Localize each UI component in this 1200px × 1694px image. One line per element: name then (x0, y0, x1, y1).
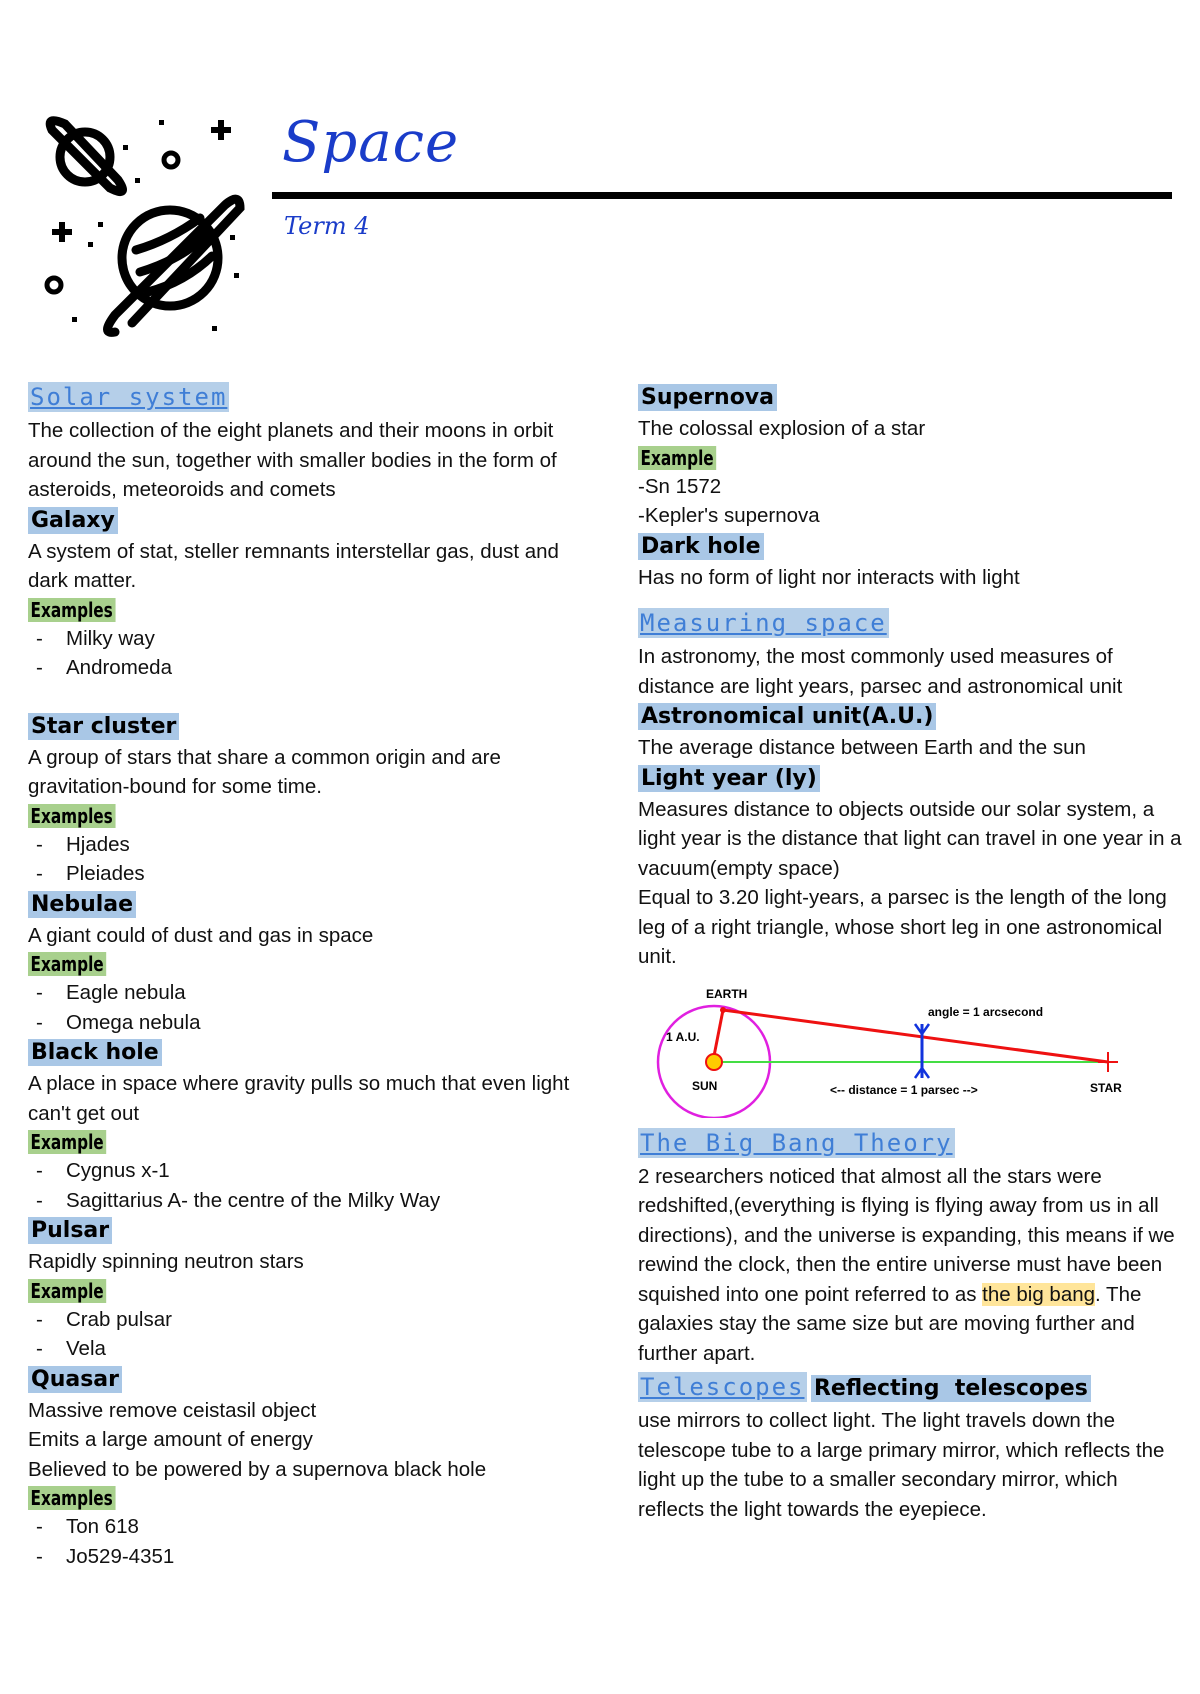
term-astronomical-unit: Astronomical unit(A.U.) (638, 703, 936, 730)
astronomical-unit-text: The average distance between Earth and the sun (638, 736, 1086, 759)
term-reflecting-telescopes: Reflecting telescopes (811, 1375, 1091, 1402)
section-heading-telescopes: Telescopes (640, 1373, 805, 1401)
term-supernova: Supernova (638, 384, 777, 411)
list-item: - Vela (28, 1334, 588, 1364)
measuring-space-text: In astronomy, the most commonly used measures of distance are light years, parsec and astronomical unit (638, 645, 1123, 698)
galaxy-text: A system of stat, steller remnants interstellar gas, dust and dark matter. (28, 539, 559, 592)
star-cluster-text: A group of stars that share a common origin and are gravitation-bound for some time. (28, 745, 501, 798)
left-column (28, 382, 588, 1571)
diagram-label-star: STAR (1090, 1080, 1122, 1095)
big-bang-text (638, 1162, 1183, 1369)
diagram-label-earth: EARTH (706, 986, 748, 1001)
section-heading-measuring-space: Measuring space (640, 609, 887, 637)
nebulae-text: A giant could of dust and gas in space (28, 923, 374, 947)
big-bang-text-before: 2 researchers noticed that almost all the stars were redshifted,(everything is flying is flying away from us in all directions), and the universe is expanding, this means if we rewind the clock, then the entire universe must have been squished into one point referred to as (638, 1164, 1175, 1306)
dark-hole-text: Has no form of light nor interacts with light (638, 565, 1020, 589)
diagram-label-au: 1 A.U. (666, 1029, 700, 1044)
title-divider (272, 192, 1172, 199)
list-item: - Eagle nebula (28, 978, 588, 1008)
supernova-text: The colossal explosion of a star (638, 417, 926, 440)
list-item: -Sn 1572 (638, 474, 722, 498)
term-galaxy: Galaxy (28, 507, 118, 534)
quasar-text-line: Believed to be powered by a supernova black hole (28, 1457, 487, 1481)
list-item: - Jo529-4351 (28, 1542, 588, 1572)
parsec-text: Equal to 3.20 light-years, a parsec is the length of the long leg of a right triangle, whose short leg in one astronomical unit. (638, 886, 1167, 968)
term-star-cluster: Star cluster (28, 713, 179, 740)
diagram-label-distance: <-- distance = 1 parsec --> (830, 1082, 978, 1097)
examples-label: Examples (28, 598, 115, 622)
term-quasar: Quasar (28, 1366, 122, 1393)
page-subtitle: Term 4 (284, 212, 370, 240)
examples-label: Example (28, 1279, 106, 1303)
list-item: - Omega nebula (28, 1008, 588, 1038)
quasar-text-line: Emits a large amount of energy (28, 1428, 313, 1451)
planets-illustration-icon (40, 110, 270, 340)
examples-label: Example (28, 952, 106, 976)
highlight-big-bang: the big bang (982, 1282, 1096, 1306)
page-title: Space (282, 110, 460, 175)
section-heading-solar-system: Solar system (30, 383, 228, 411)
examples-label: Example (638, 446, 716, 470)
quasar-text-line: Massive remove ceistasil object (28, 1398, 317, 1422)
diagram-label-sun: SUN (692, 1078, 718, 1093)
examples-label: Examples (28, 804, 115, 828)
list-item: - Pleiades (28, 859, 588, 889)
list-item: - Andromeda (28, 653, 588, 683)
earth-icon (720, 1007, 726, 1013)
examples-label: Example (28, 1130, 106, 1154)
sun-icon (706, 1054, 722, 1070)
big-bang-text-after: . The galaxies stay the same size but are moving further and further apart. (638, 1282, 1142, 1365)
list-item: - Sagittarius A- the centre of the Milky Way (28, 1186, 588, 1216)
list-item: - Hjades (28, 830, 588, 860)
list-item: -Kepler's supernova (638, 504, 820, 527)
light-year-text: Measures distance to objects outside our solar system, a light year is the distance that light can travel in one year in a vacuum(empty space) (638, 797, 1182, 880)
parsec-diagram (650, 986, 1170, 1118)
right-column (638, 382, 1183, 1524)
term-nebulae: Nebulae (28, 891, 136, 918)
term-dark-hole: Dark hole (638, 533, 764, 560)
black-hole-text: A place in space where gravity pulls so much that even light can't get out (28, 1072, 570, 1125)
solar-system-text: The collection of the eight planets and their moons in orbit around the sun, together with smaller bodies in the form of asteroids, meteoroids and comets (28, 419, 557, 501)
diagram-label-angle: angle = 1 arcsecond (928, 1004, 1044, 1019)
reflecting-telescopes-text: use mirrors to collect light. The light travels down the telescope tube to a large primary mirror, which reflects the light up the tube to a smaller secondary mirror, which reflects the light towards the eyepiece. (638, 1409, 1165, 1521)
list-item: - Ton 618 (28, 1512, 588, 1542)
pulsar-text: Rapidly spinning neutron stars (28, 1250, 304, 1273)
term-black-hole: Black hole (28, 1039, 162, 1066)
examples-label: Examples (28, 1486, 115, 1510)
section-heading-big-bang: The Big Bang Theory (640, 1128, 953, 1157)
term-light-year: Light year (ly) (638, 765, 820, 792)
list-item: - Milky way (28, 624, 588, 654)
list-item: - Crab pulsar (28, 1305, 588, 1335)
list-item: - Cygnus x-1 (28, 1156, 588, 1186)
term-pulsar: Pulsar (28, 1217, 112, 1244)
